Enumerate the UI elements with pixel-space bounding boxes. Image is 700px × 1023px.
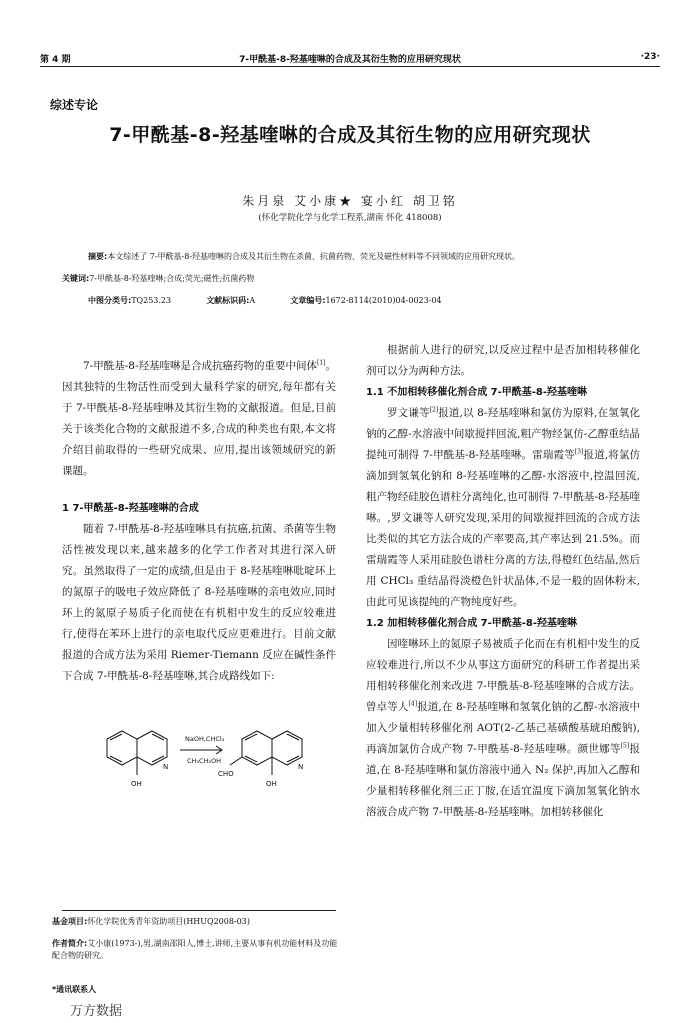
author-bio-label: 作者简介:: [52, 939, 88, 948]
article-id-value: 1672-8114(2010)04-0023-04: [325, 296, 442, 305]
section-1-1-paragraph: 罗文谦等[2]报道,以 8-羟基喹啉和氯仿为原料,在氢氧化钠的乙醇-水溶液中间歇搅拌回流,粗产物经氯仿-乙醇重结晶提纯可制得 7-甲酰基-8-羟基喹啉。雷瑞霞等[3]报道,将氯仿滴加到氢氧化钠和 8-羟基喹啉的乙醇-水溶液中,控温回流,粗产物经硅胶色谱柱分离纯化,也可制得 7-甲酰基-8-羟基喹啉。,罗文谦等人研究发现,采用的间歇搅拌回流的合成方法比类似的其它方法合成的产率要高,其产率达到 21.5%。而雷瑞霞等人采用硅胶色谱柱分离的方法,得橙红色结晶,然后用 CHCl₃ 重结晶得淡橙色针状晶体,不是一般的固体粉末,由此可见该提纯的产物纯度好些。: [366, 406, 640, 608]
affiliation: (怀化学院化学与化学工程系,湖南 怀化 418008): [258, 213, 442, 223]
classification-line: [88, 295, 442, 306]
reaction-scheme-drawing: [62, 695, 336, 823]
running-header: [40, 50, 660, 67]
reactant-oh-label: OH: [131, 780, 142, 788]
fund-text: 怀化学院优秀青年资助项目(HHUQ2008-03): [87, 917, 250, 926]
ref-2: [2]: [429, 406, 439, 414]
reagent-bottom: CH₃CH₂OH: [187, 757, 222, 765]
abstract: [88, 251, 520, 262]
right-column: [366, 340, 640, 823]
reaction-scheme: [62, 695, 336, 823]
doc-code-label: 文献标识码:: [206, 296, 250, 305]
issue-number: 第 4 期: [40, 55, 71, 65]
section-1-1-heading: 1.1 不加相转移催化剂合成 7-甲酰基-8-羟基喹啉: [366, 387, 588, 398]
left-column: [62, 340, 336, 823]
clc-label: 中图分类号:: [88, 296, 132, 305]
reactant-n-label: N: [163, 763, 169, 771]
section-1-heading: 1 7-甲酰基-8-羟基喹啉的合成: [62, 503, 199, 514]
reactant-pyridine-ring: [137, 731, 167, 765]
ref-5: [5]: [620, 742, 630, 750]
right-intro-paragraph: 根据前人进行的研究,以反应过程中是否加相转移催化剂可以分为两种方法。: [366, 344, 640, 377]
article-title: 7-甲酰基-8-羟基喹啉的合成及其衍生物的应用研究现状: [109, 124, 591, 146]
clc-value: TQ253.23: [131, 296, 172, 305]
reactant-benzene-ring: [107, 731, 137, 765]
article-id-label: 文章编号:: [290, 296, 326, 305]
ref-3: [3]: [574, 448, 584, 456]
doc-code-value: A: [249, 296, 256, 305]
abstract-label: 摘要:: [88, 252, 108, 261]
authors: 朱月泉 艾小康★ 宴小红 胡卫铭: [242, 194, 458, 208]
keywords-text: 7-甲酰基-8-羟基喹啉;合成;荧光;磁性;抗菌药物: [89, 274, 255, 283]
watermark: 万方数据: [70, 1004, 123, 1019]
footnote-fund: [52, 916, 344, 928]
ref-4: [4]: [408, 700, 418, 708]
keywords-label: 关键词:: [62, 274, 90, 283]
intro-paragraph: 7-甲酰基-8-羟基喹啉是合成抗癌药物的重要中间体[1]。因其独特的生物活性而受到大量科学家的研究,每年都有关于 7-甲酰基-8-羟基喹啉及其衍生物的文献报道。但是,目前关于该类化合物的文献报道不多,合成的种类也有限,本文将介绍目前取得的一些研究成果、应用,提出该领域研究的新课题。: [62, 359, 337, 477]
section-1-2-paragraph: 因喹啉环上的氮原子易被质子化而在有机相中发生的反应较难进行,所以不少从事这方面研究的科研工作者提出采用相转移催化剂来改进 7-甲酰基-8-羟基喹啉的合成方法。曾卓等人[4]报道,在 8-羟基喹啉和氢氧化钠的乙醇-水溶液中加入少量相转移催化剂 AOT(2-乙基己基磺酸基琥珀酸钠),再滴加氯仿合成产物 7-甲酰基-8-羟基喹啉。颜世娜等[5]报道,在 8-羟基喹啉和氯仿溶液中通入 N₂ 保护,再加入乙醇和少量相转移催化剂三正丁胺,在适宜温度下滴加氢氧化钠水溶液合成产物 7-甲酰基-8-羟基喹啉。加相转移催化: [366, 638, 641, 818]
column-label: 综述专论: [50, 98, 99, 112]
product-cho-bond: [230, 757, 242, 765]
fund-label: 基金项目:: [52, 917, 88, 926]
product-benzene-ring: [242, 731, 272, 765]
footnote-rule: [62, 910, 336, 911]
running-title: 7-甲酰基-8-羟基喹啉的合成及其衍生物的应用研究现状: [239, 55, 461, 65]
abstract-text: 本文综述了 7-甲酰基-8-羟基喹啉的合成及其衍生物在杀菌、抗菌药物、荧光及磁性材料等不同领域的应用研究现状。: [107, 252, 521, 261]
footnote-author: [52, 938, 344, 962]
section-1-2-heading: 1.2 加相转移催化剂合成 7-甲酰基-8-羟基喹啉: [366, 618, 578, 629]
product-oh-label: OH: [266, 780, 277, 788]
ref-1: [1]: [317, 359, 326, 367]
product-n-label: N: [298, 763, 304, 771]
author-bio-text: 艾小康(1973-),男,湖南邵阳人,博士,讲师,主要从事有机功能材料及功能配合物的研究。: [52, 939, 338, 960]
product-cho-label: CHO: [218, 770, 234, 778]
corresponding-label: *通讯联系人: [52, 985, 97, 994]
product-pyridine-ring: [272, 731, 302, 765]
keywords: [62, 273, 254, 284]
section-1-paragraph: 随着 7-甲酰基-8-羟基喹啉具有抗癌,抗菌、杀菌等生物活性被发现以来,越来越多的化学工作者对其进行深入研究。虽然取得了一定的成绩,但是由于 8-羟基喹啉吡啶环上的氮原子的吸电子效应降低了 8-羟基喹啉的亲电效应,同时环上的氮原子易质子化而使在有机相中发生的反应较难进行,使得在苯环上进行的亲电取代反应更难进行。目前文献报道的合成方法为采用 Riemer-Tiemann 反应在碱性条件下合成 7-甲酰基-8-羟基喹啉,其合成路线如下:: [62, 523, 336, 682]
reagent-top: NaOH,CHCl₃: [185, 735, 225, 743]
page-number: ·23·: [640, 52, 660, 62]
footnote-corresponding: [52, 984, 344, 996]
